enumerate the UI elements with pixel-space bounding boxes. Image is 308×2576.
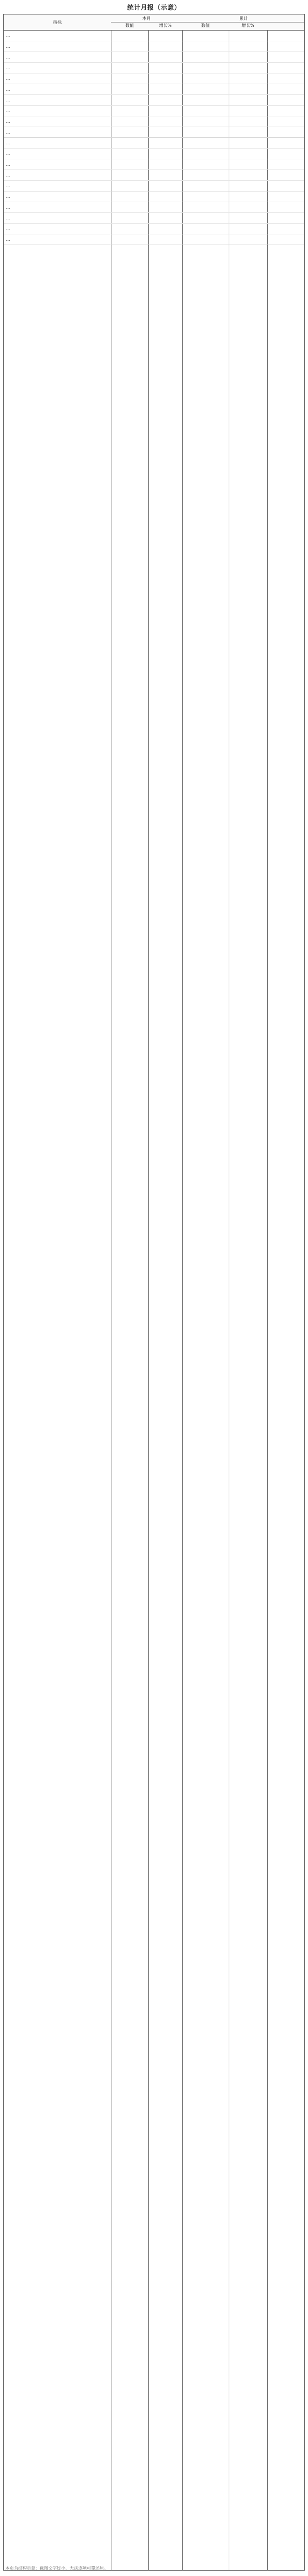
table-row: [4, 213, 304, 224]
row-value: [148, 181, 182, 191]
row-label: …: [6, 130, 10, 135]
row-value: [148, 149, 182, 159]
row-label: …: [6, 162, 10, 167]
row-value: [229, 52, 267, 62]
row-label: …: [6, 33, 10, 38]
table-row: [4, 31, 304, 41]
row-value: [111, 31, 148, 41]
row-value: [229, 106, 267, 116]
row-value: [182, 234, 229, 245]
row-value: [182, 116, 229, 127]
document-title: 统计月报（示意）: [127, 4, 181, 11]
row-value: [111, 213, 148, 223]
row-label: …: [6, 108, 10, 113]
row-value: [182, 106, 229, 116]
table-row: [4, 52, 304, 63]
row-label: …: [6, 76, 10, 81]
row-value: [229, 63, 267, 73]
row-label: …: [6, 173, 10, 178]
row-value: [229, 234, 267, 245]
row-value: [229, 181, 267, 191]
row-value: [182, 52, 229, 62]
row-value: [111, 149, 148, 159]
row-value: [182, 170, 229, 180]
table-row: [4, 84, 304, 95]
footer-note: 本页为结构示意：截图文字过小，无法逐项可靠还原。: [5, 2566, 108, 2571]
row-value: [111, 138, 148, 148]
row-value: [182, 159, 229, 169]
row-value: [229, 95, 267, 105]
report-table: [3, 14, 305, 2571]
table-row: [4, 138, 304, 149]
row-label: …: [6, 119, 10, 124]
row-value: [148, 73, 182, 84]
row-value: [229, 116, 267, 127]
row-value: [182, 202, 229, 212]
row-value: [111, 41, 148, 51]
row-value: [182, 181, 229, 191]
row-label: …: [6, 151, 10, 156]
table-body: [4, 31, 304, 2571]
row-value: [111, 181, 148, 191]
table-row: [4, 73, 304, 84]
row-label: …: [6, 141, 10, 145]
row-value: [229, 31, 267, 41]
row-value: [182, 149, 229, 159]
row-value: [229, 170, 267, 180]
header-group-1: 本月: [142, 16, 151, 21]
row-label: …: [6, 237, 10, 242]
row-value: [229, 127, 267, 137]
row-value: [111, 234, 148, 245]
row-value: [148, 116, 182, 127]
header-group-2: 累计: [239, 16, 248, 21]
row-value: [111, 84, 148, 94]
row-value: [148, 202, 182, 212]
row-value: [111, 52, 148, 62]
row-label: …: [6, 55, 10, 60]
table-row: [4, 149, 304, 159]
row-value: [148, 234, 182, 245]
row-label: …: [6, 44, 10, 49]
header-col-3: 数值: [201, 23, 210, 28]
row-value: [111, 73, 148, 84]
row-value: [229, 191, 267, 202]
row-label: …: [6, 98, 10, 102]
row-value: [229, 73, 267, 84]
row-value: [229, 138, 267, 148]
header-subline: [182, 22, 305, 23]
row-value: [148, 31, 182, 41]
table-row: [4, 63, 304, 73]
row-value: [182, 191, 229, 202]
row-value: [182, 73, 229, 84]
table-row: [4, 234, 304, 245]
row-label: …: [6, 87, 10, 92]
row-label: …: [6, 65, 10, 70]
row-value: [148, 138, 182, 148]
header-col-1: 数值: [125, 23, 134, 28]
row-value: [182, 41, 229, 51]
row-value: [229, 149, 267, 159]
row-value: [229, 84, 267, 94]
table-row: [4, 106, 304, 116]
row-value: [229, 213, 267, 223]
row-value: [229, 159, 267, 169]
table-row: [4, 95, 304, 106]
row-label: …: [6, 216, 10, 220]
row-value: [148, 63, 182, 73]
row-value: [111, 159, 148, 169]
header-subline: [111, 22, 182, 23]
row-value: [182, 31, 229, 41]
table-header: [4, 14, 304, 31]
row-value: [229, 202, 267, 212]
table-row: [4, 202, 304, 213]
row-value: [148, 191, 182, 202]
row-value: [111, 127, 148, 137]
header-name: 指标: [53, 20, 62, 25]
row-value: [111, 224, 148, 234]
table-row: [4, 159, 304, 170]
row-value: [111, 191, 148, 202]
table-row: [4, 181, 304, 191]
table-row: [4, 170, 304, 181]
row-value: [111, 170, 148, 180]
row-value: [182, 84, 229, 94]
row-label: …: [6, 194, 10, 199]
row-value: [148, 224, 182, 234]
table-row: [4, 41, 304, 52]
row-value: [182, 63, 229, 73]
row-value: [148, 170, 182, 180]
row-value: [229, 41, 267, 51]
row-value: [148, 41, 182, 51]
table-row: [4, 191, 304, 202]
header-col-2: 增长%: [159, 23, 172, 28]
row-value: [148, 159, 182, 169]
header-col-4: 增长%: [242, 23, 254, 28]
row-value: [148, 84, 182, 94]
row-value: [111, 116, 148, 127]
row-value: [111, 63, 148, 73]
row-value: [148, 106, 182, 116]
row-value: [182, 224, 229, 234]
row-value: [111, 106, 148, 116]
row-value: [111, 202, 148, 212]
row-value: [148, 213, 182, 223]
row-label: …: [6, 183, 10, 188]
row-value: [148, 127, 182, 137]
row-value: [229, 224, 267, 234]
table-row: [4, 127, 304, 138]
row-value: [182, 127, 229, 137]
row-value: [148, 52, 182, 62]
row-label: …: [6, 205, 10, 210]
table-row: [4, 224, 304, 234]
row-label: …: [6, 226, 10, 231]
row-value: [182, 95, 229, 105]
table-row: [4, 116, 304, 127]
row-value: [182, 138, 229, 148]
row-value: [111, 95, 148, 105]
row-value: [148, 95, 182, 105]
row-value: [182, 213, 229, 223]
